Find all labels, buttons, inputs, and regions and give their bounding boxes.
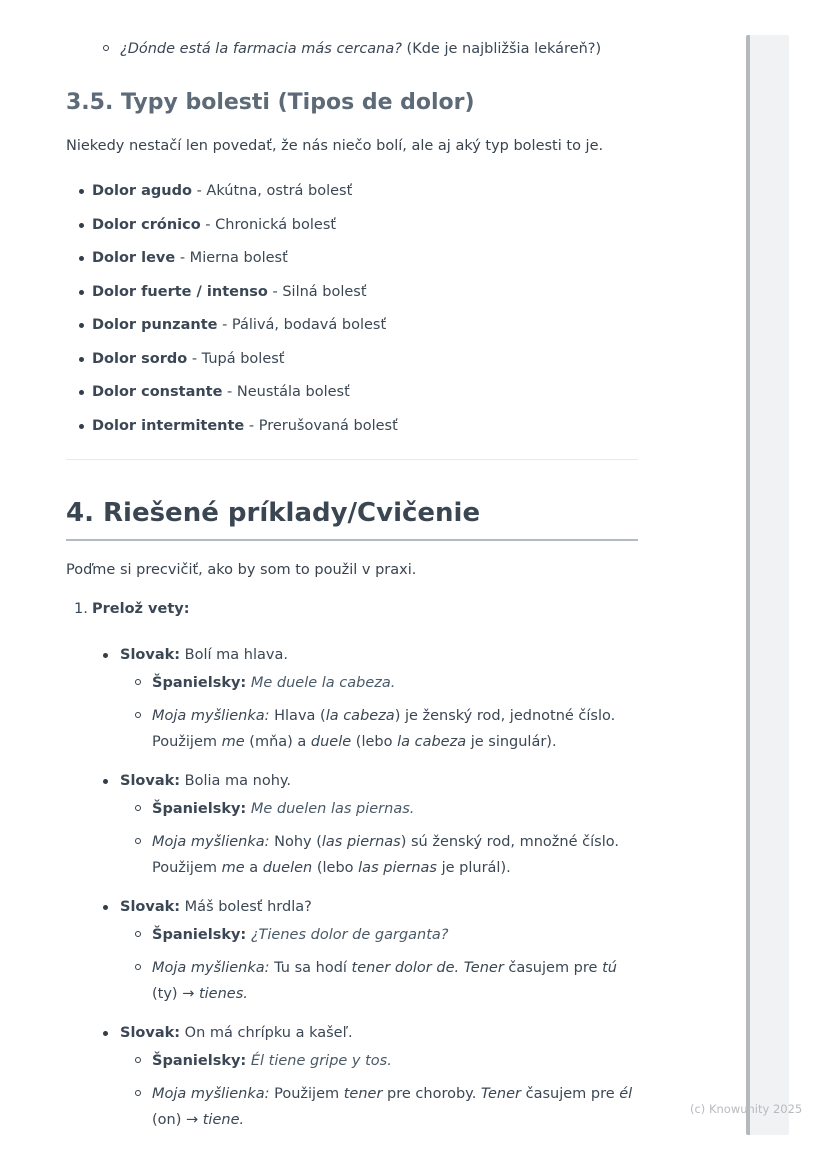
circle-bullet-icon: [135, 931, 141, 937]
list-item: [66, 282, 638, 303]
bullet-icon: [103, 1031, 108, 1036]
section-4-heading: 4. Riešené príklady/Cvičenie: [66, 496, 638, 541]
example-block: [66, 768, 638, 881]
spanish-sentence: Španielsky: Me duele la cabeza.: [152, 674, 396, 691]
circle-bullet-icon: [135, 1090, 141, 1096]
footer-copyright: (c) Knowunity 2025: [690, 1102, 803, 1116]
slovak-sentence: Slovak: Bolia ma nohy.: [120, 772, 292, 789]
pain-type-text: Dolor constante - Neustála bolesť: [92, 384, 350, 400]
pain-type-text: Dolor fuerte / intenso - Silná bolesť: [92, 283, 367, 300]
slovak-sentence: Slovak: Bolí ma hlava.: [120, 646, 288, 663]
example-block: [66, 1020, 638, 1133]
bullet-icon: [79, 290, 84, 295]
exercise-item: [66, 599, 638, 620]
bullet-icon: [79, 323, 84, 328]
list-item: [66, 215, 638, 236]
circle-bullet-icon: [135, 838, 141, 844]
section-4-intro: Poďme si precvičiť, ako by som to použil v praxi.: [66, 561, 417, 578]
list-item: [66, 382, 638, 403]
example-spanish-line: [66, 796, 638, 822]
document-content: [66, 0, 638, 1133]
circle-bullet-icon: [135, 679, 141, 685]
slovak-sentence: Slovak: Máš bolesť hrdla?: [120, 898, 312, 915]
pain-type-text: Dolor crónico - Chronická bolesť: [92, 216, 337, 233]
pharmacy-question-text: ¿Dónde está la farmacia más cercana? (Kde je najbližšia lekáreň?): [120, 41, 602, 57]
circle-bullet-icon: [135, 712, 141, 718]
pain-type-text: Dolor intermitente - Prerušovaná bolesť: [92, 417, 398, 434]
exercise-number: 1.: [74, 600, 88, 617]
example-block: [66, 894, 638, 1007]
bullet-icon: [79, 189, 84, 194]
pain-type-text: Dolor sordo - Tupá bolesť: [92, 350, 285, 367]
example-thought-line: [66, 829, 638, 881]
spanish-sentence: Španielsky: ¿Tienes dolor de garganta?: [152, 926, 449, 943]
example-slovak-line: [66, 642, 638, 668]
pain-type-text: Dolor punzante - Pálivá, bodavá bolesť: [92, 317, 387, 333]
circle-bullet-icon: [103, 45, 109, 51]
list-item: [66, 416, 638, 437]
bullet-icon: [79, 424, 84, 429]
section-divider: [66, 459, 638, 460]
example-thought-line: [66, 1081, 638, 1133]
bullet-icon: [103, 905, 108, 910]
pain-type-text: Dolor agudo - Akútna, ostrá bolesť: [92, 183, 353, 199]
thought-text: Moja myšlienka: Použijem tener pre choroby. Tener časujem pre él (on) → tiene.: [152, 1085, 633, 1128]
example-spanish-line: [66, 1048, 638, 1074]
bullet-icon: [103, 779, 108, 784]
examples-list: [66, 642, 638, 1133]
example-slovak-line: [66, 768, 638, 794]
example-slovak-line: [66, 894, 638, 920]
example-block: [66, 642, 638, 755]
scrollbar-track[interactable]: [746, 35, 789, 1135]
section-3-5-intro: Niekedy nestačí len povedať, že nás niečo bolí, ale aj aký typ bolesti to je.: [66, 138, 604, 154]
bullet-icon: [79, 390, 84, 395]
bullet-icon: [103, 653, 108, 658]
thought-text: Moja myšlienka: Hlava (la cabeza) je ženský rod, jednotné číslo. Použijem me (mňa) a duele (lebo la cabeza je singulár).: [152, 707, 616, 750]
list-item: [66, 349, 638, 370]
section-3-5-heading: 3.5. Typy bolesti (Tipos de dolor): [66, 90, 475, 115]
spanish-sentence: Španielsky: Él tiene gripe y tos.: [152, 1052, 392, 1069]
example-spanish-line: [66, 670, 638, 696]
pain-types-list: [66, 181, 638, 437]
thought-text: Moja myšlienka: Nohy (las piernas) sú ženský rod, množné číslo. Použijem me a duelen (lebo las piernas je plurál).: [152, 833, 619, 876]
list-item: [66, 315, 638, 336]
spanish-sentence: Španielsky: Me duelen las piernas.: [152, 800, 415, 817]
list-item: [66, 181, 638, 202]
list-item-pharmacy-question: [66, 36, 638, 62]
slovak-sentence: Slovak: On má chrípku a kašeľ.: [120, 1024, 353, 1041]
circle-bullet-icon: [135, 964, 141, 970]
circle-bullet-icon: [135, 1057, 141, 1063]
bullet-icon: [79, 256, 84, 261]
example-slovak-line: [66, 1020, 638, 1046]
example-spanish-line: [66, 922, 638, 948]
list-item: [66, 248, 638, 269]
circle-bullet-icon: [135, 805, 141, 811]
example-thought-line: [66, 955, 638, 1007]
bullet-icon: [79, 223, 84, 228]
bullet-icon: [79, 357, 84, 362]
example-thought-line: [66, 703, 638, 755]
exercise-label: Prelož vety:: [92, 600, 190, 617]
pain-type-text: Dolor leve - Mierna bolesť: [92, 250, 288, 266]
thought-text: Moja myšlienka: Tu sa hodí tener dolor de. Tener časujem pre tú (ty) → tienes.: [152, 959, 617, 1002]
